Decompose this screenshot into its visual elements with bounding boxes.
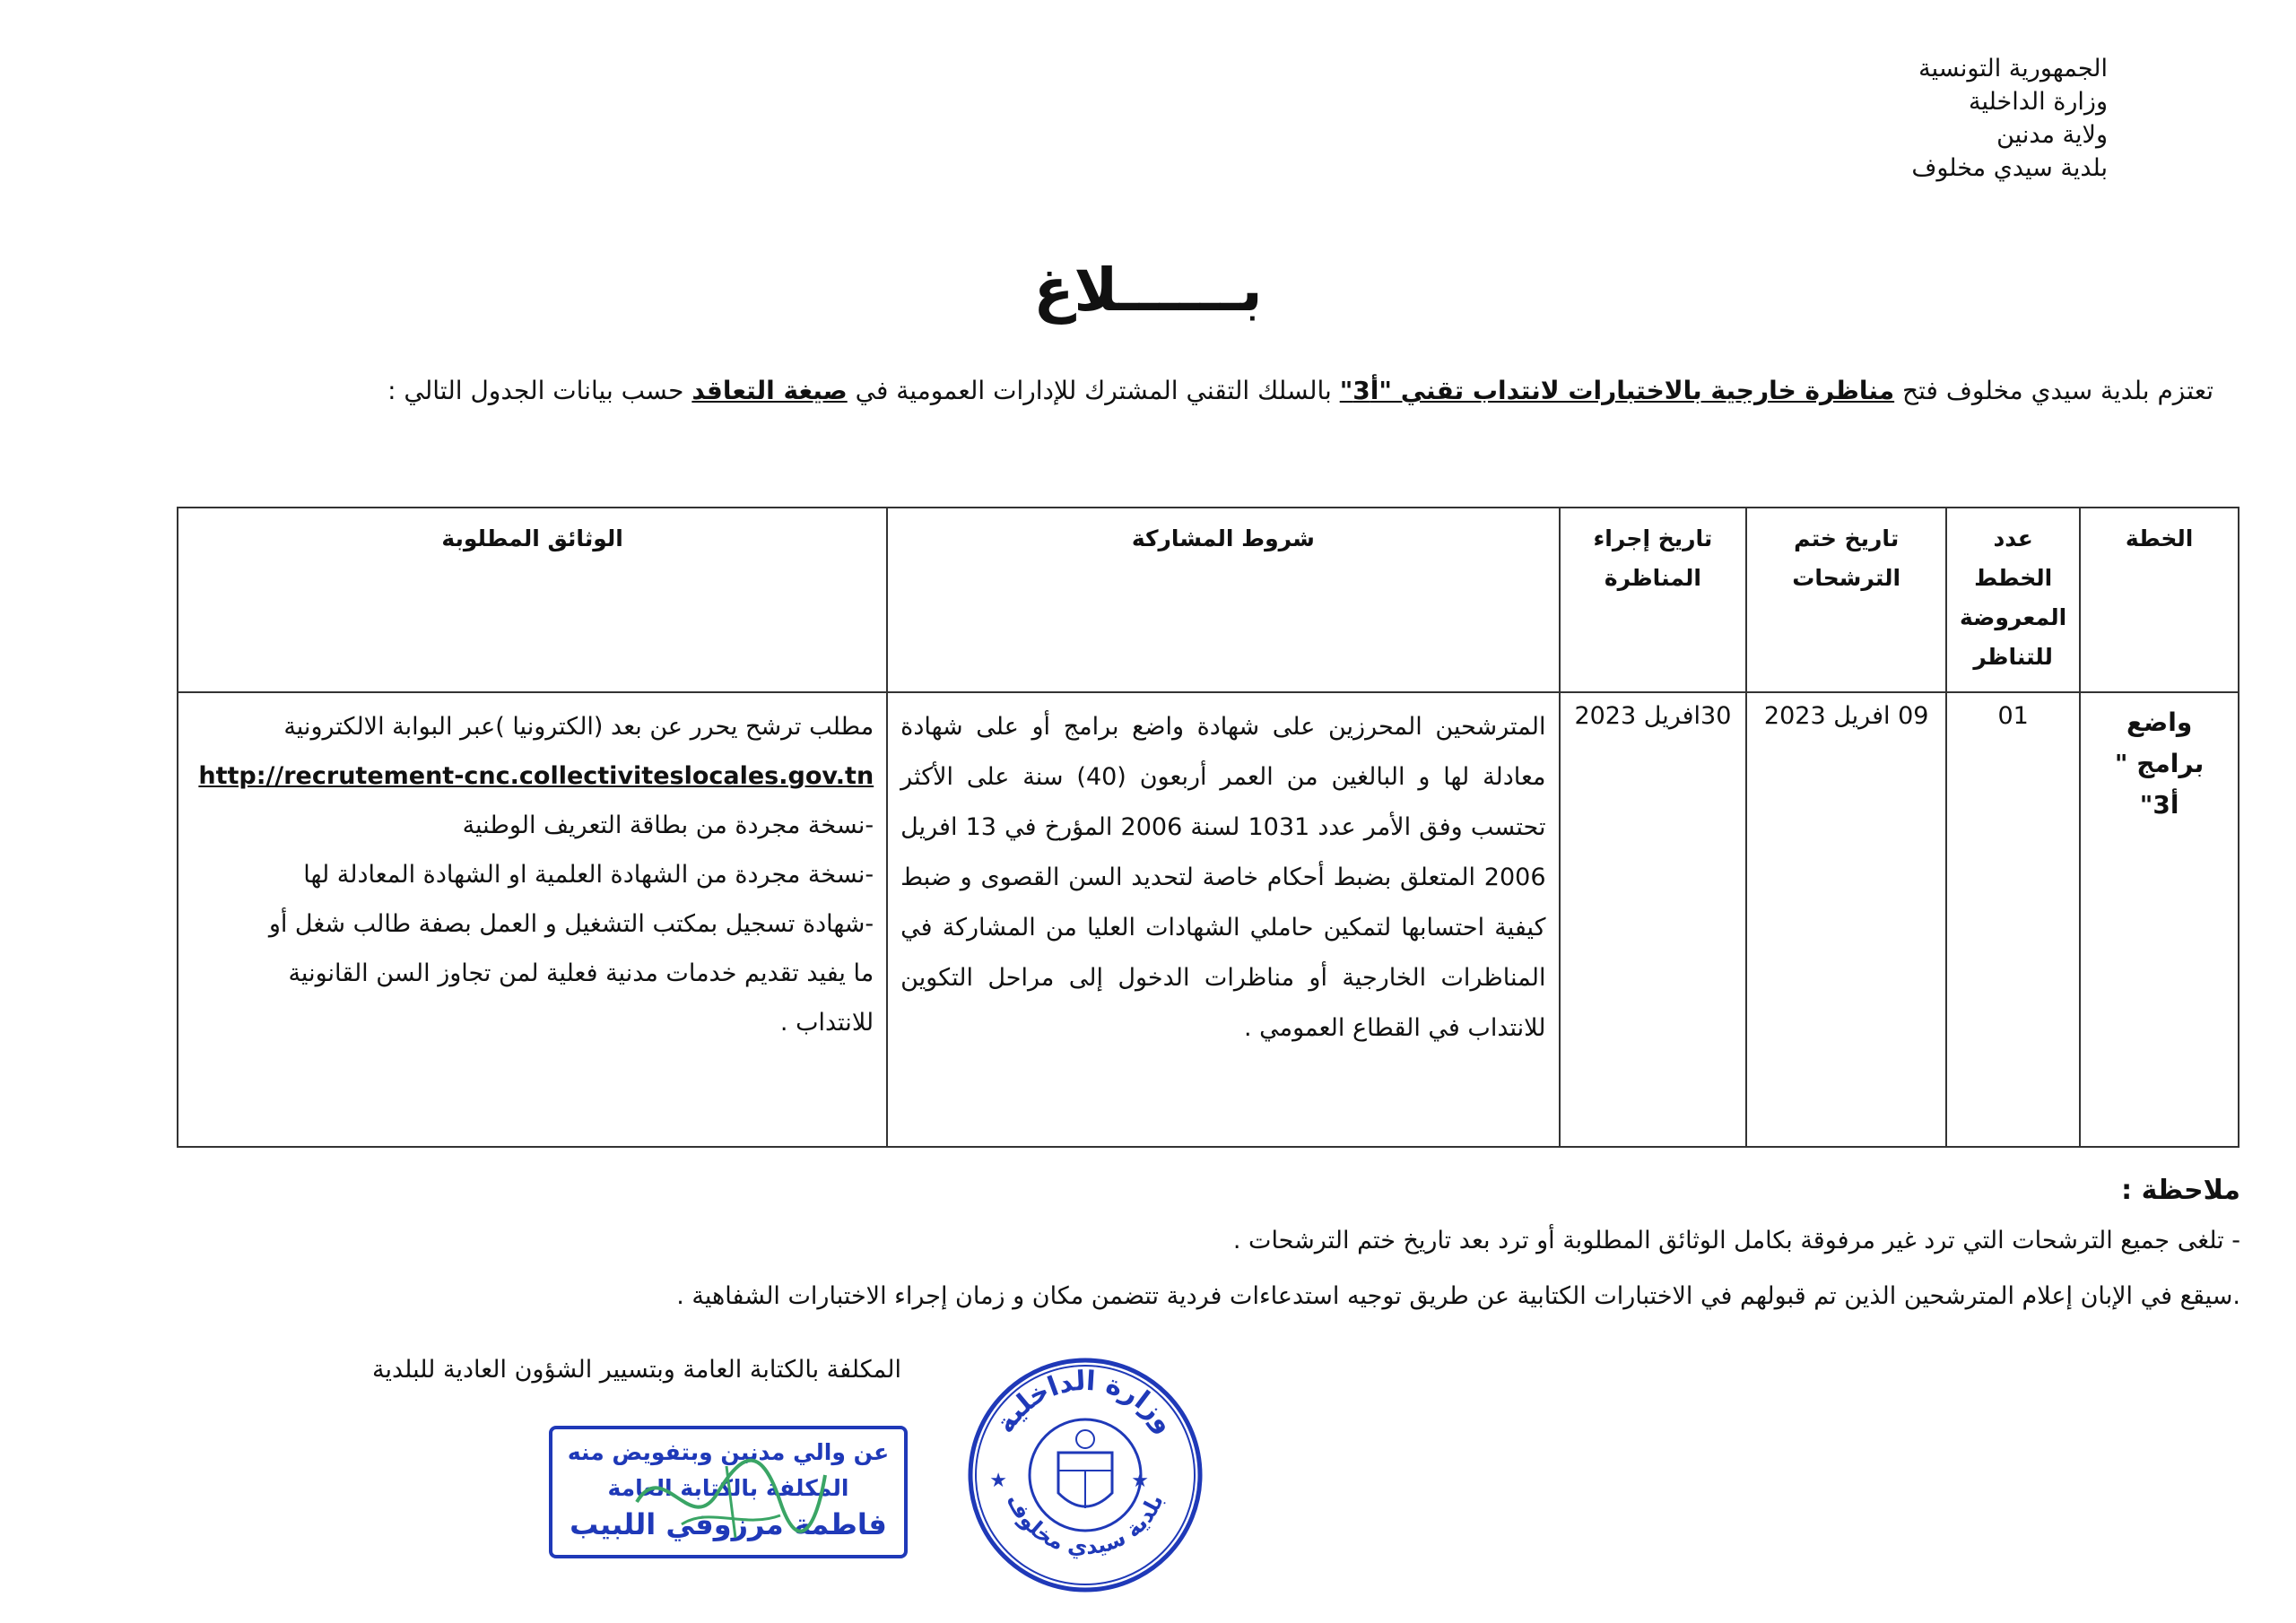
cell-documents	[178, 692, 887, 1147]
header-documents: الوثائق المطلوبة	[178, 508, 887, 692]
conditions-text: المترشحين المحرزين على شهادة واضع برامج أو على شهادة معادلة لها و البالغين من العمر أربعون (40) سنة على الأكثر تحتسب وفق الأمر عدد 1031 لسنة 2006 المؤرخ في 13 افريل 2006 المتعلق بضبط أحكام خاصة لتحديد السن القصوى و ضبط كيفية احتسابها لتمكين حاملي الشهادات العليا من المشاركة في المناظرات الخارجية أو مناظرات الدخول إلى مراحل التكوين للانتداب في القطاع العمومي .	[900, 713, 1546, 1042]
table-row	[178, 692, 2239, 1147]
stamp-line-1: عن والي مدنين وبتفويض منه	[567, 1439, 890, 1465]
header-line-republic: الجمهورية التونسية	[1918, 55, 2108, 82]
stamp-line-2: المكلفة بالكتابة العامة	[607, 1475, 849, 1501]
issuing-authority-header	[1911, 52, 2108, 185]
header-plan: الخطة	[2080, 508, 2239, 692]
document-item-recruitment: للانتداب .	[779, 1009, 874, 1037]
cell-plan: واضع برامج " أ3"	[2080, 692, 2239, 1147]
note-item-1: - تلغى جميع الترشحات التي ترد غير مرفوقة بكامل الوثائق المطلوبة أو ترد بعد تاريخ ختم الترشحات .	[1232, 1227, 2240, 1254]
positions-table	[177, 507, 2239, 1148]
header-line-municipality: بلدية سيدي مخلوف	[1911, 154, 2108, 182]
signer-title: المكلفة بالكتابة العامة وبتسيير الشؤون العادية للبلدية	[372, 1356, 901, 1384]
header-line-ministry: وزارة الداخلية	[1969, 88, 2108, 116]
intro-part-1: تعتزم بلدية سيدي مخلوف فتح	[1894, 376, 2213, 405]
svg-text:★: ★	[989, 1470, 1007, 1492]
cell-closing-date: 09 افريل 2023	[1746, 692, 1946, 1147]
document-item-diploma: -نسخة مجردة من الشهادة العلمية او الشهادة المعادلة لها	[303, 861, 874, 889]
tunisia-emblem-icon	[1058, 1430, 1112, 1508]
svg-text:★: ★	[1131, 1470, 1149, 1492]
application-portal-link[interactable]: http://recrutement-cnc.collectiviteslocales.gov.tn	[198, 762, 874, 790]
intro-contract-type: صيغة التعاقد	[691, 376, 848, 405]
svg-text:وزارة الداخلية	[989, 1366, 1180, 1439]
cell-conditions	[887, 692, 1559, 1147]
stamp-line-3: فاطمة مرزوقي اللبيب	[570, 1507, 887, 1541]
note-item-2: .سيقع في الإبان إعلام المترشحين الذين تم قبولهم في الاختبارات الكتابية عن طريق توجيه استدعاءات فردية تتضمن مكان و زمان إجراء الاختبارات الشفاهية .	[676, 1282, 2240, 1310]
intro-competition-name: مناظرة خارجية بالاختبارات لانتداب تقني "أ3"	[1339, 376, 1895, 405]
document-title: بــــــلاغ	[1033, 256, 1263, 325]
header-count: عدد الخطط المعروضة للتناظر	[1946, 508, 2080, 692]
intro-part-2: بالسلك التقني المشترك للإدارات العمومية في	[847, 376, 1340, 405]
intro-part-3: حسب بيانات الجدول التالي :	[387, 376, 692, 405]
document-item-id-card: -نسخة مجردة من بطاقة التعريف الوطنية	[462, 812, 874, 839]
intro-paragraph	[151, 369, 2213, 412]
document-item-civil-service: ما يفيد تقديم خدمات مدنية فعلية لمن تجاوز السن القانونية	[288, 959, 874, 987]
header-closing-date: تاريخ ختم الترشحات	[1746, 508, 1946, 692]
seal-ministry-text: وزارة الداخلية	[989, 1365, 1181, 1439]
municipality-seal	[964, 1354, 1206, 1596]
document-item-application: مطلب ترشح يحرر عن بعد (الكترونيا )عبر البوابة الالكترونية	[283, 713, 874, 741]
handwritten-signature	[628, 1439, 834, 1556]
document-item-employment-office: -شهادة تسجيل بمكتب التشغيل و العمل بصفة طالب شغل أو	[268, 910, 874, 938]
header-line-governorate: ولاية مدنين	[1996, 121, 2108, 149]
header-exam-date: تاريخ إجراء المناظرة	[1560, 508, 1747, 692]
table-header-row	[178, 508, 2239, 692]
header-conditions: شروط المشاركة	[887, 508, 1559, 692]
cell-exam-date: 30افريل 2023	[1560, 692, 1747, 1147]
notes-heading: ملاحظة :	[2121, 1175, 2240, 1206]
seal-municipality-text: بلدية سيدي مخلوف	[1001, 1489, 1169, 1560]
cell-count: 01	[1946, 692, 2080, 1147]
